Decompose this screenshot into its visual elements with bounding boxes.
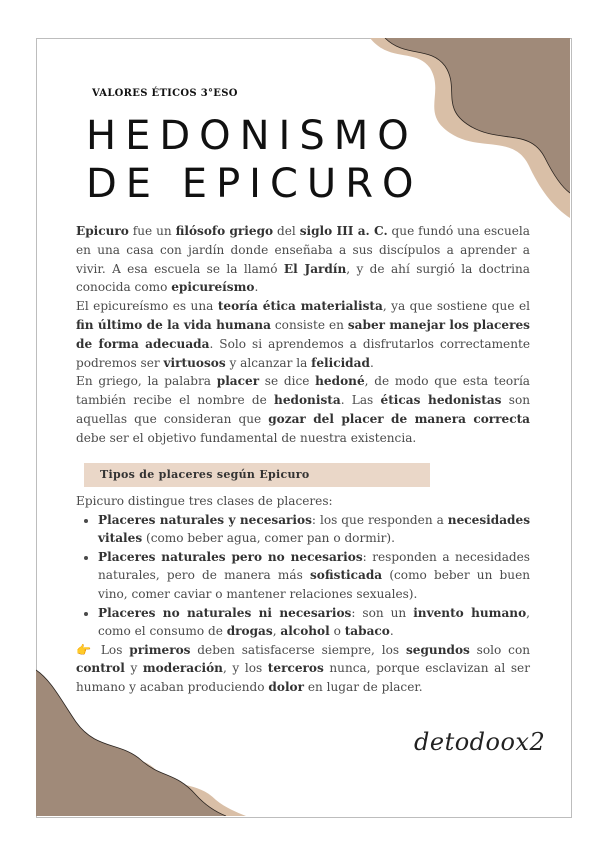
section-lead: Epicuro distingue tres clases de placeres: [76,494,333,508]
list-item: • Placeres naturales y necesarios: los que responden a necesidades vitales (como beber agua, comer pan o dormir). [98,511,530,548]
title-line-2: DE EPICURO [86,161,423,207]
pointing-hand-icon: 👉 [76,642,95,657]
section-heading: Tipos de placeres según Epicuro [84,463,430,487]
author-signature: detodoox2 [414,728,546,756]
intro-paragraph-2: El epicureísmo es una teoría ética materialista, ya que sostiene que el fin último de la vida humana consiste en saber manejar los placeres de forma adecuada. Solo si aprendemos a disfrutarlos correctamente podremos ser virtuosos y alcanzar la felicidad. [76,299,530,370]
page-title [86,112,422,208]
pleasures-section [76,492,530,697]
closing-text: Los primeros deben satisfacerse siempre, los segundos solo con control y moderación, y los terceros nunca, porque esclavizan al ser humano y acaban produciendo dolor en lugar de placer. [76,642,531,694]
intro-paragraph-1: Epicuro fue un filósofo griego del siglo III a. C. que fundó una escuela en una casa con jardín donde enseñaba a sus discípulos a aprender a vivir. A esa escuela se la llamó El Jardín, y de ahí surgió la doctrina conocida como epicureísmo. [76,224,530,295]
list-item: • Placeres no naturales ni necesarios: son un invento humano, como el consumo de drogas, alcohol o tabaco. [98,604,530,641]
intro-paragraph-3: En griego, la palabra placer se dice hedoné, de modo que esta teoría también recibe el nombre de hedonista. Las éticas hedonistas son aquellas que consideran que gozar del placer de manera correcta debe ser el objetivo fundamental de nuestra existencia. [76,374,531,445]
closing-paragraph [76,641,530,697]
intro-text [76,222,530,448]
title-line-1: HEDONISMO [86,113,418,159]
list-item: • Placeres naturales pero no necesarios: responden a necesidades naturales, pero de manera más sofisticada (como beber un buen vino, comer caviar o mantener relaciones sexuales). [98,548,530,604]
subject-label: VALORES ÉTICOS 3°ESO [92,88,238,99]
pleasures-list [76,511,530,641]
